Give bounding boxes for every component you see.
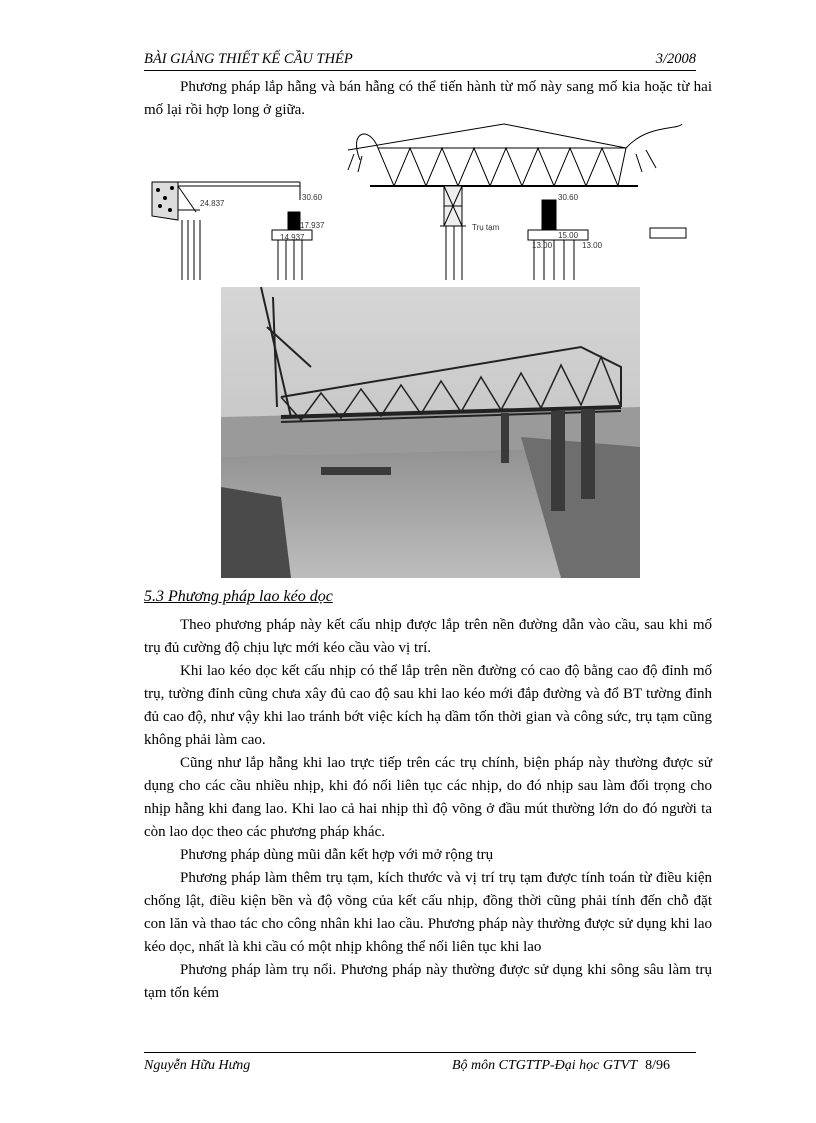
diagram-label-4: 14.937 [280,233,305,242]
paragraph: Theo phương pháp này kết cấu nhịp được lắp trên nền đường dẫn vào cầu, sau khi mố trụ đủ cường độ chịu lực mới kéo cầu vào vị trí. [144,617,712,656]
pier-right [542,200,556,230]
diagram-label-7: 15.00 [558,231,579,240]
truss-web [378,148,626,186]
page-header [144,48,696,71]
page-footer [144,1052,696,1073]
diagram-label-8: 13.00 [532,241,553,250]
bridge-erection-diagram [148,120,696,282]
diagram-label-9: 13.00 [582,241,603,250]
abutment-soil [152,182,178,220]
diagram-label-2: 30.60 [302,193,323,202]
paragraph: Cũng như lắp hẫng khi lao trực tiếp trên các trụ chính, biện pháp này thường được sử dụng cho các cầu nhiều nhịp, khi đó nối liên tục các nhịp, do đó nhịp sau làm đối trọng cho nhịp hẫng khi đang lao. Khi lao cả hai nhịp thì độ võng ở đầu mút thường lớn do đó người ta còn lao dọc theo các phương pháp khác. [144,755,712,840]
page-number: 8/96 [645,1058,671,1073]
crane-left [348,134,378,172]
pier-left [288,212,300,230]
paragraph: Khi lao kéo dọc kết cấu nhịp có thể lắp trên nền đường có cao độ bằng cao độ đỉnh mố trụ, tường đỉnh cũng chưa xây đủ cao độ sau khi lao kéo mới đắp đường và đổ BT tường đỉnh đủ cao độ, như vậy khi lao tránh bớt việc kích hạ dầm tốn thời gian và công sức, trụ tạm cũng không phải làm cao. [144,663,712,748]
bridge-construction-photo [221,287,640,578]
header-date: 3/2008 [655,51,696,67]
body-text [144,614,712,1005]
header-title: BÀI GIẢNG THIẾT KẾ CẦU THÉP [144,51,353,67]
paragraph: Phương pháp làm trụ nổi. Phương pháp này thường được sử dụng khi sông sâu làm trụ tạm tốn kém [144,962,712,1001]
paragraph: Phương pháp làm thêm trụ tạm, kích thước và vị trí trụ tạm được tính toán từ điều kiện chống lật, điều kiện bền và độ võng của kết cấu nhịp, đồng thời cũng phải tính đến chỗ đặt con lăn và thao tác cho công nhân khi lao cầu. Phương pháp này thường được sử dụng khi lao kéo dọc, nhất là khi cầu có một nhịp không thể nối liên tục khi lao [144,870,712,955]
paragraph: Phương pháp dùng mũi dẫn kết hợp với mở rộng trụ [180,847,494,863]
footer-right [452,1058,670,1074]
section-title: 5.3 Phương pháp lao kéo dọc [144,588,333,605]
footer-author: Nguyễn Hữu Hưng [144,1058,251,1073]
intro-paragraph [144,76,712,122]
crane-right [626,124,682,172]
diagram-label-5: 30.60 [558,193,579,202]
diagram-label-temp-pier: Trụ tạm [472,223,500,232]
diagram-label-3: 17.937 [300,221,325,230]
diagram-label-1: 24.837 [200,199,225,208]
intro-text: Phương pháp lắp hẫng và bán hẫng có thể tiến hành từ mố này sang mố kia hoặc từ hai mố lại rồi hợp long ở giữa. [144,79,712,118]
footer-department: Bộ môn CTGTTP-Đại học GTVT [452,1058,638,1073]
